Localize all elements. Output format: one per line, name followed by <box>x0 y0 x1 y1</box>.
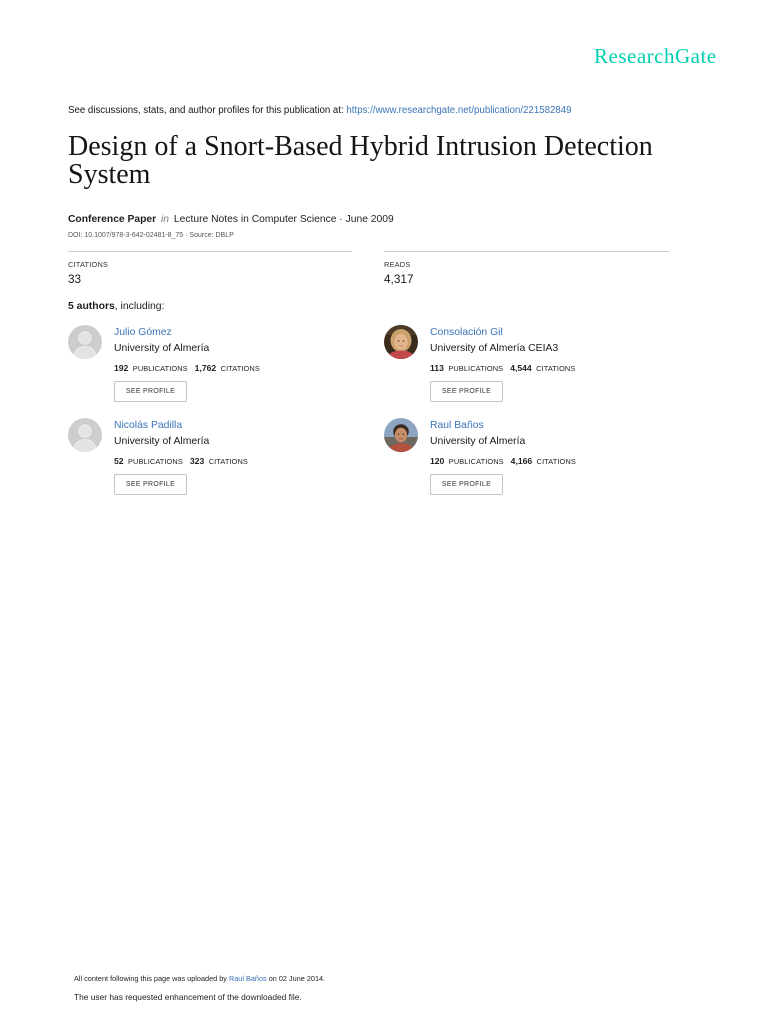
divider-citations <box>68 251 352 252</box>
publications-label: PUBLICATIONS <box>448 364 504 373</box>
see-profile-button[interactable]: SEE PROFILE <box>430 381 503 402</box>
publication-venue: Lecture Notes in Computer Science · June 2009 <box>173 214 394 225</box>
publications-count: 52 <box>114 456 124 466</box>
uploader-link[interactable]: Raul Baños <box>228 974 267 983</box>
upload-note-suffix: on 02 June 2014. <box>268 974 326 983</box>
author-citations-label: CITATIONS <box>208 457 248 466</box>
author-stats <box>430 454 576 468</box>
authors-heading-suffix: , including: <box>114 301 165 312</box>
citations-label: CITATIONS <box>68 260 109 269</box>
author-affiliation: University of Almería CEIA3 <box>430 343 559 354</box>
default-avatar-graphic <box>68 418 102 452</box>
author-citations-label: CITATIONS <box>220 364 260 373</box>
default-avatar-icon <box>68 418 102 452</box>
author-citations-count: 4,166 <box>510 456 533 466</box>
default-avatar-graphic <box>68 325 102 359</box>
upload-note <box>74 974 325 984</box>
author-name-link[interactable]: Julio Gómez <box>114 327 172 338</box>
author-affiliation: University of Almería <box>114 343 210 354</box>
see-profile-button[interactable]: SEE PROFILE <box>114 381 187 402</box>
author-card <box>68 418 358 498</box>
author-card <box>68 325 358 405</box>
publications-count: 113 <box>430 363 444 373</box>
see-profile-button[interactable]: SEE PROFILE <box>430 474 503 495</box>
publications-label: PUBLICATIONS <box>132 364 188 373</box>
authors-heading <box>68 300 164 313</box>
publications-count: 120 <box>430 456 445 466</box>
doi-source-line: DOI: 10.1007/978-3-642-02481-8_75 · Source: DBLP <box>68 232 234 239</box>
paper-title: Design of a Snort-Based Hybrid Intrusion Detection System <box>68 131 653 190</box>
upload-note-prefix: All content following this page was uploaded by <box>74 974 227 983</box>
publications-label: PUBLICATIONS <box>448 457 504 466</box>
author-citations-count: 4,544 <box>510 363 532 373</box>
publication-url-link[interactable]: https://www.researchgate.net/publication/221582849 <box>346 105 572 116</box>
author-photo <box>384 325 418 359</box>
authors-count: 5 authors <box>68 301 115 312</box>
author-photo-graphic <box>384 418 418 452</box>
author-card <box>384 325 674 405</box>
author-citations-label: CITATIONS <box>536 457 576 466</box>
author-affiliation: University of Almería <box>114 436 210 447</box>
author-stats <box>430 361 575 375</box>
publication-meta <box>68 213 394 226</box>
enhancement-note: The user has requested enhancement of the downloaded file. <box>74 992 302 1002</box>
publications-count: 192 <box>114 363 129 373</box>
default-avatar-icon <box>68 325 102 359</box>
author-name-link[interactable]: Nicolás Padilla <box>114 420 183 431</box>
see-profile-button[interactable]: SEE PROFILE <box>114 474 187 495</box>
reads-label: READS <box>384 260 411 269</box>
author-citations-label: CITATIONS <box>536 364 576 373</box>
intro-line <box>68 105 572 117</box>
author-photo-graphic <box>384 325 418 359</box>
citations-count: 33 <box>68 272 82 286</box>
author-photo <box>384 418 418 452</box>
author-stats <box>114 454 248 468</box>
researchgate-logo[interactable]: ResearchGate <box>594 44 717 68</box>
author-name-link[interactable]: Consolación Gil <box>430 327 503 338</box>
author-name-link[interactable]: Raul Baños <box>430 420 484 431</box>
author-card <box>384 418 674 498</box>
publications-label: PUBLICATIONS <box>128 457 183 466</box>
intro-text: See discussions, stats, and author profiles for this publication at: <box>68 105 344 116</box>
publication-type: Conference Paper <box>68 214 157 225</box>
author-affiliation: University of Almería <box>430 436 526 447</box>
author-citations-count: 323 <box>189 456 205 466</box>
divider-reads <box>384 251 669 252</box>
author-stats <box>114 361 260 375</box>
reads-count: 4,317 <box>384 272 414 286</box>
in-word: in <box>161 214 170 225</box>
author-citations-count: 1,762 <box>194 363 217 373</box>
